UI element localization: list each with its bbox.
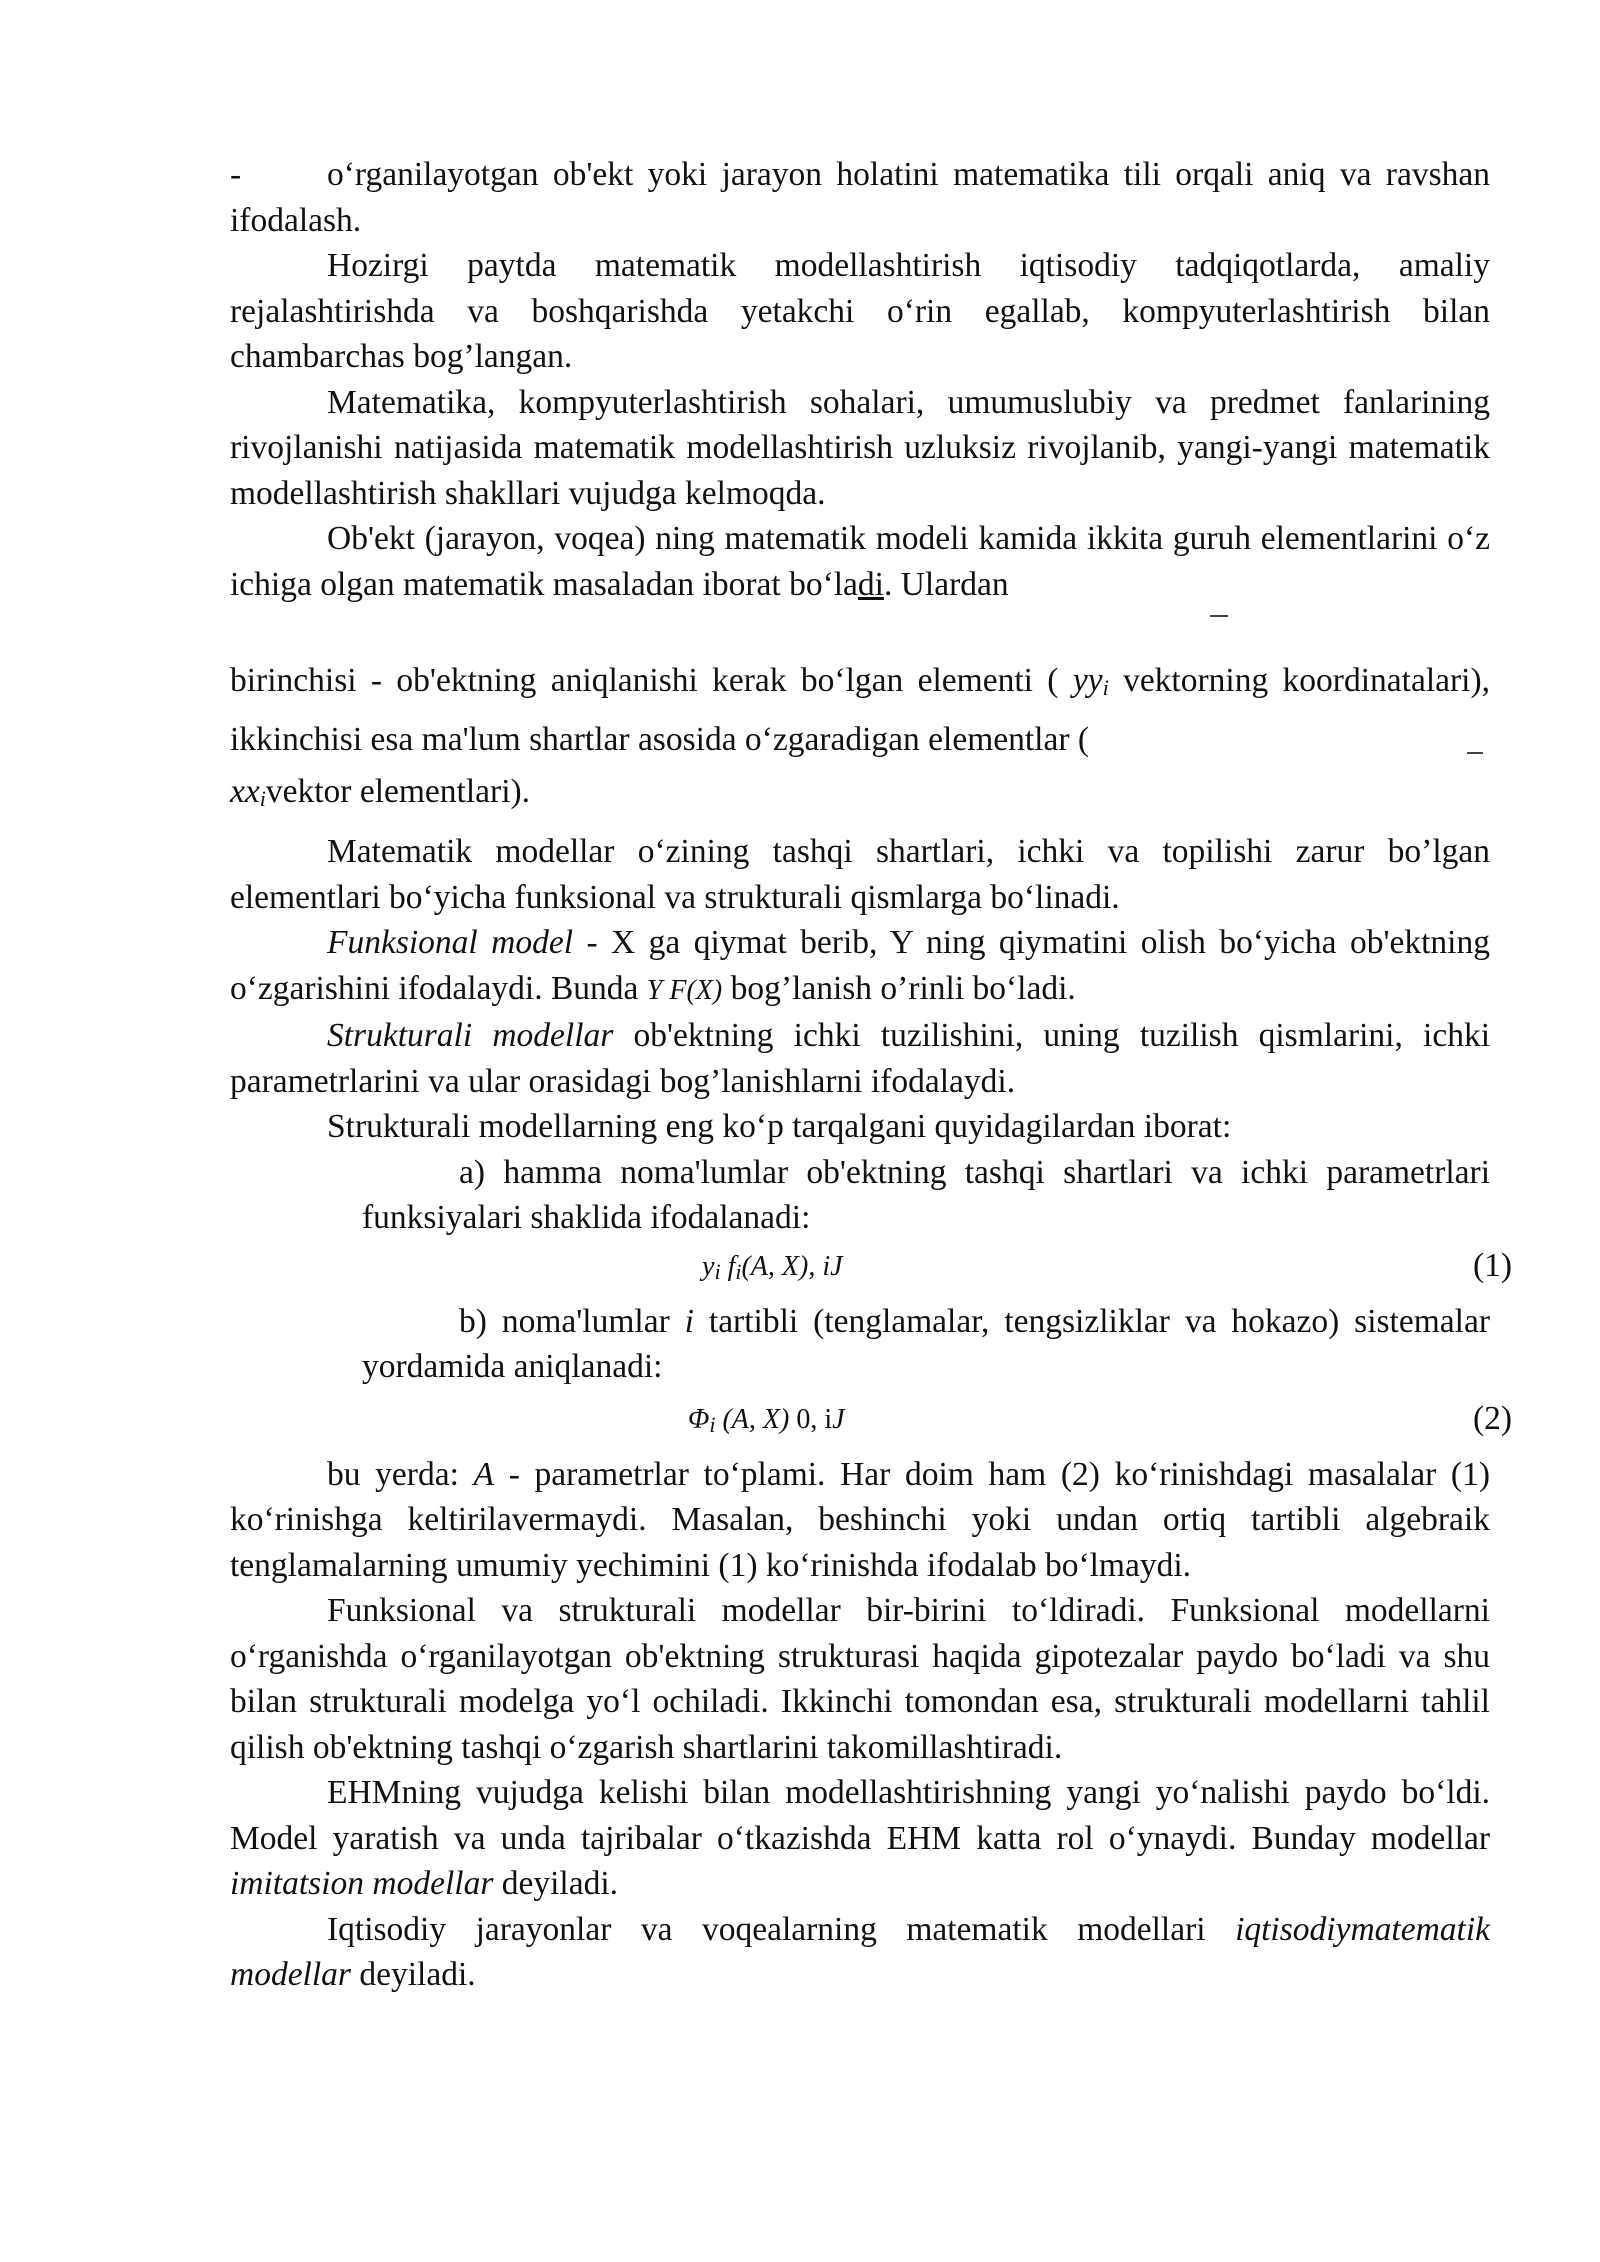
- subscript-i: i: [709, 1411, 716, 1437]
- paragraph-7-tail: bog’lanish o’rinli bo‘ladi.: [722, 969, 1076, 1007]
- list-item-a: a) hamma noma'lumlar ob'ektning tashqi shartlari va ichki parametrlari funksiyalari shaklida ifodalanadi:: [362, 1153, 1490, 1236]
- document-page: [230, 152, 1512, 1998]
- paragraph-12-tail: deyiladi.: [493, 1865, 619, 1902]
- paragraph-dash-item: [230, 152, 1490, 243]
- dash-marker: -: [230, 156, 242, 193]
- list-item-b-text: b) noma'lumlar: [459, 1302, 685, 1340]
- overbar-mark: [1210, 615, 1228, 617]
- element-x: x: [244, 773, 260, 810]
- formula-1-number: (1): [1472, 1246, 1512, 1284]
- formula-1-f: f: [727, 1250, 736, 1282]
- paragraph-5-text: birinchisi - ob'ektning aniqlanishi kerak bo‘lgan elementi (: [230, 662, 1073, 699]
- paragraph-11: Funksional va strukturali modellar bir-birini to‘ldiradi. Funksional modellarni o‘rganishda o‘rganilayotgan ob'ektning strukturasi haqida gipotezalar paydo bo‘ladi va shu bilan strukturali modelga yo‘l ochiladi. Ikkinchi tomondan esa, strukturali modellarni tahlil qilish ob'ektning tashqi o‘zgarish shartlarini takomillashtiradi.: [230, 1592, 1490, 1766]
- paragraph-5: [230, 655, 1490, 825]
- paragraph-8-text: ob'ektning ichki tuzilishini, uning tuzilish qismlarini, ichki parametrlarini va ular orasidagi bog’lanishlarni ifodalaydi.: [230, 1017, 1491, 1100]
- paragraph-5-tail: vektor elementlari).: [265, 773, 531, 810]
- paragraph-2: Hozirgi paytda matematik modellashtirish iqtisodiy tadqiqotlarda, amaliy rejalashtirishda va boshqarishda yetakchi o‘rin egallab, kompyuterlashtirish bilan chambarchas bog’langan.: [230, 247, 1490, 375]
- vector-x: x: [230, 773, 245, 810]
- list-item-b: [362, 1299, 1490, 1390]
- formula-1-args: (A, X), i: [741, 1250, 831, 1282]
- paragraph-10: [230, 1452, 1490, 1589]
- formula-2-expression: [688, 1396, 845, 1448]
- paragraph-10-text: bu yerda:: [327, 1455, 474, 1493]
- formula-2-phi: Φ: [688, 1403, 710, 1435]
- formula-1-set-j: J: [830, 1250, 843, 1282]
- dash-item-text: o‘rganilayotgan ob'ekt yoki jarayon holatini matematika tili orqali aniq va ravshan ifodalash.: [230, 156, 1490, 239]
- formula-fx: F(X): [669, 974, 723, 1006]
- paragraph-10-tail: - parametrlar to‘plami. Har doim ham (2) ko‘rinishdagi masalalar (1) ko‘rinishga keltirilavermaydi. Masalan, beshinchi yoki undan ortiq tartibli algebraik tenglamalarning umumiy yechimini (1) ko‘rinishda ifodalab bo‘lmaydi.: [230, 1455, 1490, 1584]
- paragraph-13-text: Iqtisodiy jarayonlar va voqealarning matematik modellari: [327, 1910, 1236, 1948]
- paragraph-7-text: - X ga qiymat berib, Y ning qiymatini olish bo‘yicha ob'ektning o‘zgarishini ifodalaydi. Bunda: [230, 924, 1490, 1007]
- overbar-mark: [1467, 752, 1483, 754]
- paragraph-13: [230, 1907, 1490, 1998]
- paragraph-3: Matematika, kompyuterlashtirish sohalari, umumuslubiy va predmet fanlarining rivojlanishi natijasida matematik modellashtirish uzluksiz rivojlanib, yangi-yangi matematik modellashtirish shakllari vujudga kelmoqda.: [230, 383, 1490, 512]
- formula-2-zero: 0, i: [796, 1403, 833, 1435]
- list-item-b-tail: tartibli (tenglamalar, tengsizliklar va hokazo) sistemalar yordamida aniqlanadi:: [362, 1302, 1490, 1385]
- paragraph-12-text: EHMning vujudga kelishi bilan modellashtirishning yangi yo‘nalishi paydo bo‘ldi. Model yaratish va unda tajribalar o‘tkazishda EHM katta rol o‘ynaydi. Bunday modellar: [230, 1774, 1490, 1857]
- vector-y: y: [1072, 662, 1088, 699]
- subscript-i: i: [714, 1258, 721, 1284]
- paragraph-4-tail: . Ulardan: [883, 565, 1009, 603]
- term-strukturali-modellar: Strukturali modellar: [327, 1017, 614, 1054]
- formula-1: [230, 1243, 1512, 1293]
- paragraph-6: Matematik modellar o‘zining tashqi shartlari, ichki va topilishi zarur bo’lgan elementlari bo‘yicha funksional va strukturali qismlarga bo‘linadi.: [230, 833, 1490, 916]
- paragraph-4-text: Ob'ekt (jarayon, voqea) ning matematik modeli kamida ikkita guruh elementlarini o‘z ichiga olgan matematik masaladan iborat bo‘la: [230, 520, 1490, 603]
- italic-i: i: [684, 1302, 694, 1340]
- subscript-i: i: [735, 1258, 742, 1284]
- formula-1-y: y: [702, 1250, 715, 1282]
- paragraph-13-tail: deyiladi.: [350, 1956, 476, 1993]
- formula-2-number: (2): [1472, 1399, 1512, 1437]
- paragraph-9: Strukturali modellarning eng ko‘p tarqalgani quyidagilardan iborat:: [327, 1108, 1232, 1145]
- formula-2: [230, 1396, 1512, 1446]
- paragraph-5-text-2: vektorning koordinatalari), ikkinchisi esa ma'lum shartlar asosida o‘zgaradigan elementlar (: [230, 662, 1490, 758]
- formula-2-set-j: J: [832, 1403, 845, 1435]
- element-y: y: [1087, 662, 1103, 699]
- paragraph-4-underlined: di: [857, 565, 884, 603]
- term-imitatsion-modellar: imitatsion modellar: [230, 1865, 494, 1902]
- formula-y: Y: [646, 974, 670, 1006]
- subscript-i: i: [259, 786, 266, 811]
- paragraph-8: [230, 1013, 1490, 1104]
- subscript-i: i: [1102, 675, 1109, 700]
- italic-a: A: [473, 1455, 495, 1493]
- paragraph-7: [230, 920, 1490, 1013]
- paragraph-12: [230, 1770, 1490, 1907]
- formula-1-expression: [702, 1243, 843, 1295]
- term-iqtisodiymatematik-modellar: iqtisodiymatematik modellar: [230, 1910, 1490, 1993]
- paragraph-4: [230, 516, 1490, 607]
- term-funksional-model: Funksional model: [327, 924, 574, 961]
- spacer: [230, 607, 1490, 655]
- formula-2-args: (A, X): [715, 1403, 797, 1435]
